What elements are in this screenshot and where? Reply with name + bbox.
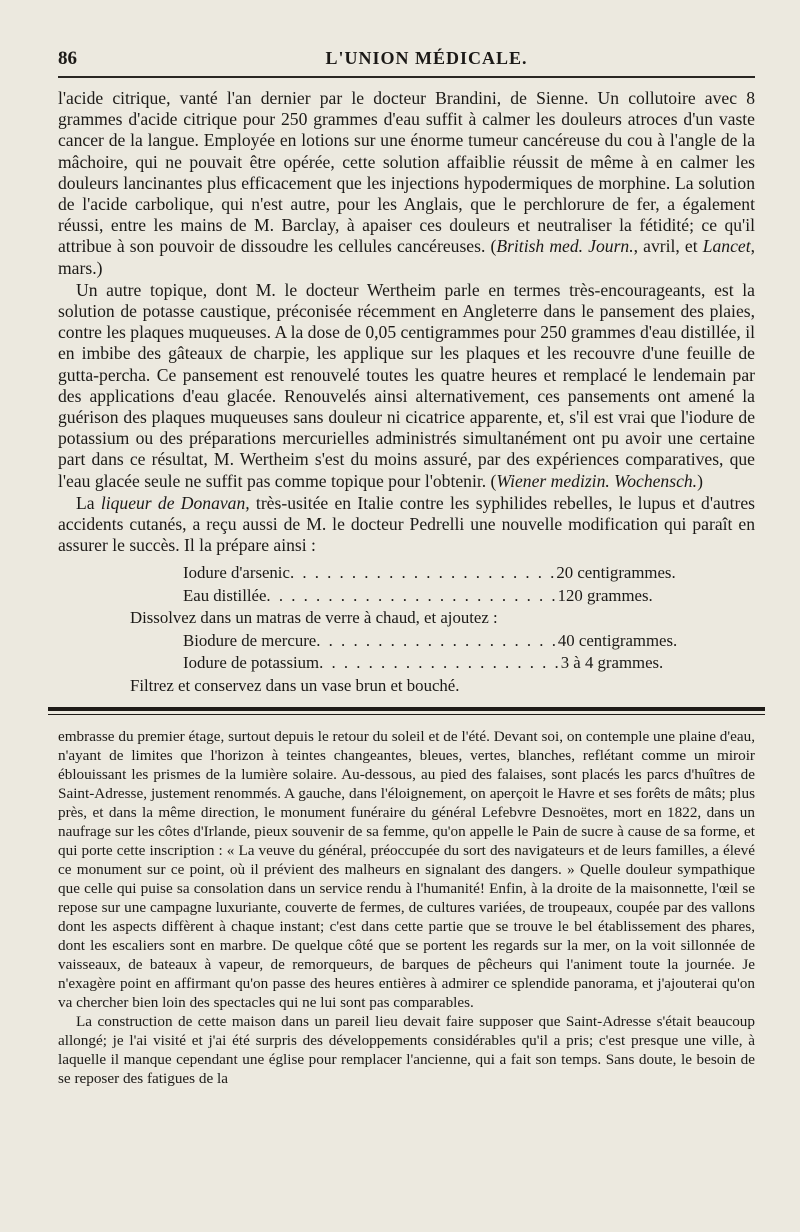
recipe-item: Iodure d'arsenic . . . . . . . . . . . . . . . . . . . . . . 20 centigrammes. (183, 563, 676, 583)
source-citation: Wiener medizin. Wochensch. (496, 470, 698, 491)
paragraph-1: l'acide citrique, vanté l'an dernier par le docteur Brandini, de Sienne. Un collutoire avec 8 grammes d'acide citrique pour 250 grammes d'eau suffit à calmer les douleurs atroces d'un vaste cancer de la langue. Employée en lotions sur une énorme tumeur cancéreuse du cou à l'angle de la mâchoire, qui ne pouvait être opérée, cette solution affaiblie réussit de même à en calmer les douleurs lancinantes plus efficacement que les injections hypodermiques de morphine. La solution de l'acide carbolique, qui n'est autre, pour les Anglais, que le perchlorure de fer, a également réussi, entre les mains de M. Barclay, à apaiser ces douleurs et neutraliser la fétidité; ce qu'il attribue à son pouvoir de dissoudre les cellules cancéreuses. (British med. Journ., avril, et Lancet, mars.) (58, 88, 755, 278)
page-number: 86 (58, 48, 77, 69)
paragraph-2: Un autre topique, dont M. le docteur Wertheim parle en termes très-encourageants, est la solution de potasse caustique, préconisée récemment en Angleterre dans le pansement des plaies, contre les plaques muqueuses. A la dose de 0,05 centigrammes pour 250 grammes d'eau distillée, il en imbibe des gâteaux de charpie, les applique sur les plaques et les recouvre d'une feuille de gutta-percha. Ce pansement est renouvelé toutes les quatre heures et remplacé le lendemain par des applications d'eau glacée. Renouvelés ainsi alternativement, ces pansements ont amené la guérison des plaques muqueuses sans douleur ni cicatrice apparente, et, s'il est vrai que l'iodure de potassium ou des préparations mercurielles administrés simultanément ont pu avoir une certaine part dans ce résultat, M. Wertheim s'est du moins assuré, par des expériences comparatives, que l'eau glacée seule ne suffit pas comme topique pour l'obtenir. (Wiener medizin. Wochensch.) (58, 279, 755, 491)
feuilleton-text (58, 727, 755, 1088)
main-text (58, 88, 755, 697)
recipe-item: Eau distillée . . . . . . . . . . . . . . . . . . . . . . . . 120 grammes. (183, 585, 653, 605)
paragraph-3: La liqueur de Donavan, très-usitée en Italie contre les syphilides rebelles, le lupus et d'autres accidents cutanés, a reçu aussi de M. le docteur Pedrelli une nouvelle modification qui paraît en assurer le succès. Il la prépare ainsi : (58, 492, 755, 556)
feuilleton-paragraph-2: La construction de cette maison dans un pareil lieu devait faire supposer que Saint-Adresse s'était beaucoup allongé; je l'ai visité et j'ai été surpris des développements considérables qu'il a pris; c'est presque une ville, à laquelle il manque cependant une église pour remplacer l'ancienne, qui a fait son temps. Sans doute, le besoin de se reposer des fatigues de la (58, 1013, 755, 1088)
source-citation: British med. Journ. (496, 236, 634, 257)
header-rule (58, 76, 755, 78)
recipe-item: Iodure de potassium . . . . . . . . . . . . . . . . . . . . 3 à 4 grammes. (183, 653, 664, 673)
page-header (58, 40, 755, 76)
recipe-instruction: Filtrez et conservez dans un vase brun et bouché. (130, 675, 460, 695)
section-divider (48, 707, 765, 715)
recipe-item: Biodure de mercure . . . . . . . . . . . . . . . . . . . . 40 centigrammes. (183, 630, 678, 650)
source-citation: Lancet (702, 236, 751, 257)
emphasis: liqueur de Donavan, (100, 492, 250, 513)
running-title: L'UNION MÉDICALE. (325, 48, 528, 68)
recipe-instruction: Dissolvez dans un matras de verre à chaud, et ajoutez : (130, 608, 498, 628)
feuilleton-paragraph-1: embrasse du premier étage, surtout depuis le retour du soleil et de l'été. Devant soi, on contemple une plaine d'eau, n'ayant de limites que l'horizon à teintes changeantes, bleues, vertes, blanches, reflétant comme un miroir éblouissant les prismes de la lumière solaire. Au-dessous, au pied des falaises, sont placés les parcs d'huîtres de Saint-Adresse, justement renommés. A gauche, dans l'éloignement, on aperçoit le Havre et ses forêts de mâts; plus près, et dans la même direction, le monument funéraire du général Lefebvre Desnoëtes, mort en 1822, dans un naufrage sur les côtes d'Irlande, pieux souvenir de sa femme, qu'on appelle le Pain de sucre à cause de sa forme, et qui porte cette inscription : « La veuve du général, préoccupée du sort des navigateurs et de leurs familles, a élevé ce monument sur ce point, où il prévient des malheurs en signalant des dangers. » Quelle douleur sympathique que celle qui puise sa consolation dans un service rendu à l'humanité! Enfin, à la droite de la maisonnette, l'œil se repose sur une campagne luxuriante, couverte de fermes, de cultures variées, de troupeaux, coupée par des vallons dont les aspects diffèrent à chaque instant; c'est dans cette partie que se trouve le bel établissement des phares, dont les escaliers sont en marbre. De quelque côté que se portent les regards sur la mer, on la voit sillonnée de vaisseaux, de bateaux à vapeur, de remorqueurs, de barques de pêcheurs qui l'animent toute la journée. Je n'exagère point en affirmant qu'on passe des heures entières à admirer ce splendide panorama, et j'ajouterai qu'on va chercher bien loin des spectacles qui ne lui sont pas comparables. (58, 728, 755, 1012)
recipe (58, 562, 755, 697)
